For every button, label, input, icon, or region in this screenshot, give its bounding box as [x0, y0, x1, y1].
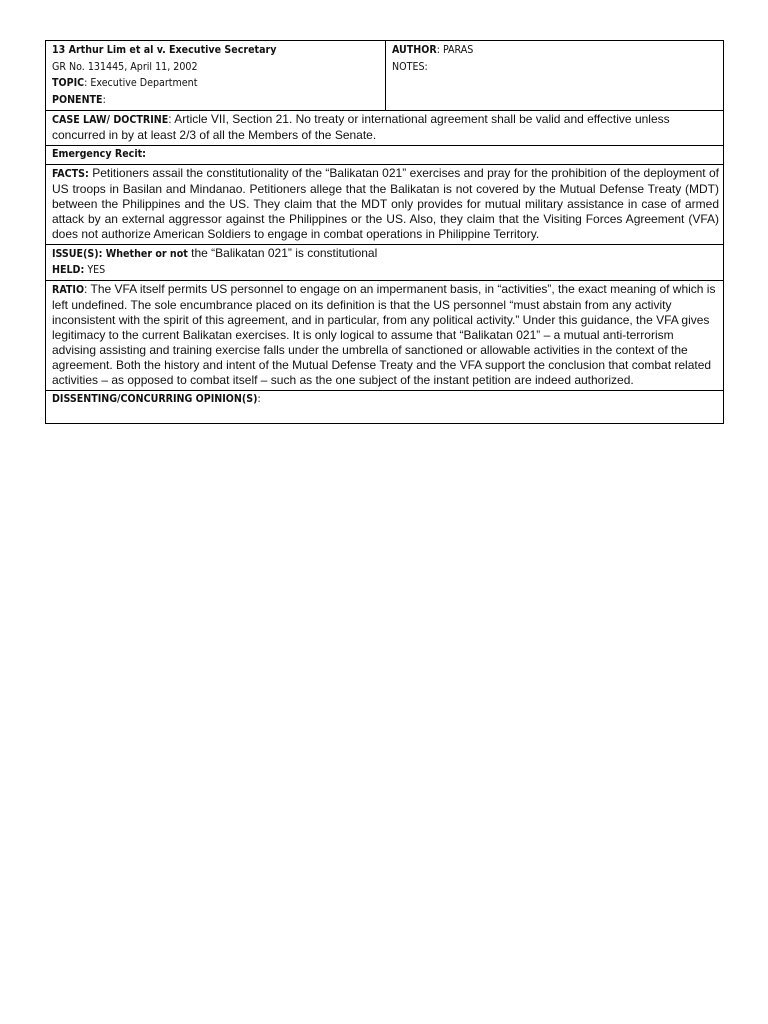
ponente-value: : — [102, 93, 106, 106]
topic-label: TOPIC — [52, 77, 85, 89]
ponente-label: PONENTE — [52, 93, 103, 106]
issue-held-row — [46, 245, 724, 281]
case-digest-table — [45, 40, 724, 424]
facts-label: FACTS: — [52, 168, 89, 180]
held-line — [52, 262, 719, 278]
dissent-cell — [46, 391, 724, 424]
dissent-row — [46, 391, 724, 424]
issue-held-cell — [46, 245, 724, 281]
ratio-row — [46, 281, 724, 391]
issue-prefix: : Whether or not — [98, 248, 188, 260]
dissent-value: : — [257, 393, 261, 405]
ratio-label: RATIO — [52, 284, 85, 296]
author-value: : PARAS — [436, 44, 474, 56]
doctrine-row — [46, 111, 724, 146]
gr-number: GR No. 131445, April 11, 2002 — [52, 60, 198, 73]
issue-line — [52, 246, 719, 262]
held-value: YES — [84, 264, 106, 276]
doctrine-cell — [46, 111, 724, 146]
ratio-text: : The VFA itself permits US personnel to engage on an impermanent basis, in “activities”, the exact meaning of which is left undefined. The sole encumbrance placed on its definition is that the US personnel “must abstain from any activity inconsistent with the spirit of this agreement, and in particular, from any political activity.” Under this guidance, the VFA gives legitimacy to the current Balikatan exercises. It is only logical to assume that “Balikatan 021” – a mutual anti-terrorism advising assisting and training exercise falls under the umbrella of sanctioned or allowable activities in the context of the agreement. Both the history and intent of the Mutual Defense Treaty and the VFA support the conclusion that combat related activities – as opposed to combat itself – such as the one subject of the instant petition are indeed authorized. — [52, 282, 716, 387]
case-title: 13 Arthur Lim et al v. Executive Secretary — [52, 44, 277, 56]
emergency-recit-label: Emergency Recit: — [46, 146, 724, 165]
author-line — [392, 42, 719, 59]
header-row — [46, 41, 724, 111]
issue-text: the “Balikatan 021” is constitutional — [187, 246, 378, 260]
case-info-cell — [46, 41, 386, 111]
facts-row — [46, 165, 724, 245]
ratio-cell — [46, 281, 724, 391]
held-label: HELD: — [52, 264, 85, 276]
doctrine-text: : Article VII, Section 21. No treaty or international agreement shall be valid and effective unless concurred in by at least 2/3 of all the Members of the Senate. — [52, 112, 670, 142]
ponente-line — [52, 92, 381, 109]
facts-text: Petitioners assail the constitutionality of the “Balikatan 021” exercises and pray for the prohibition of the deployment of US troops in Basilan and Mindanao. Petitioners allege that the Balikatan is not covered by the Mutual Defense Treaty (MDT) between the Philippines and the US. They claim that the MDT only provides for mutual military assistance in case of armed attack by an external aggressor against the Philippines or the US. Also, they claim that the Visiting Forces Agreement (VFA) does not authorize American Soldiers to engage in combat operations in Philippine Territory. — [52, 166, 719, 241]
recit-row — [46, 146, 724, 165]
facts-cell — [46, 165, 724, 245]
notes-label: NOTES: — [392, 60, 428, 73]
topic-value: : Executive Department — [84, 77, 198, 89]
author-notes-cell — [386, 41, 724, 111]
dissent-label: DISSENTING/CONCURRING OPINION(S) — [52, 393, 258, 405]
author-label: AUTHOR — [392, 44, 437, 56]
doctrine-label: CASE LAW/ DOCTRINE — [52, 114, 169, 126]
issue-label: ISSUE(S) — [52, 248, 99, 260]
topic-line — [52, 75, 381, 92]
